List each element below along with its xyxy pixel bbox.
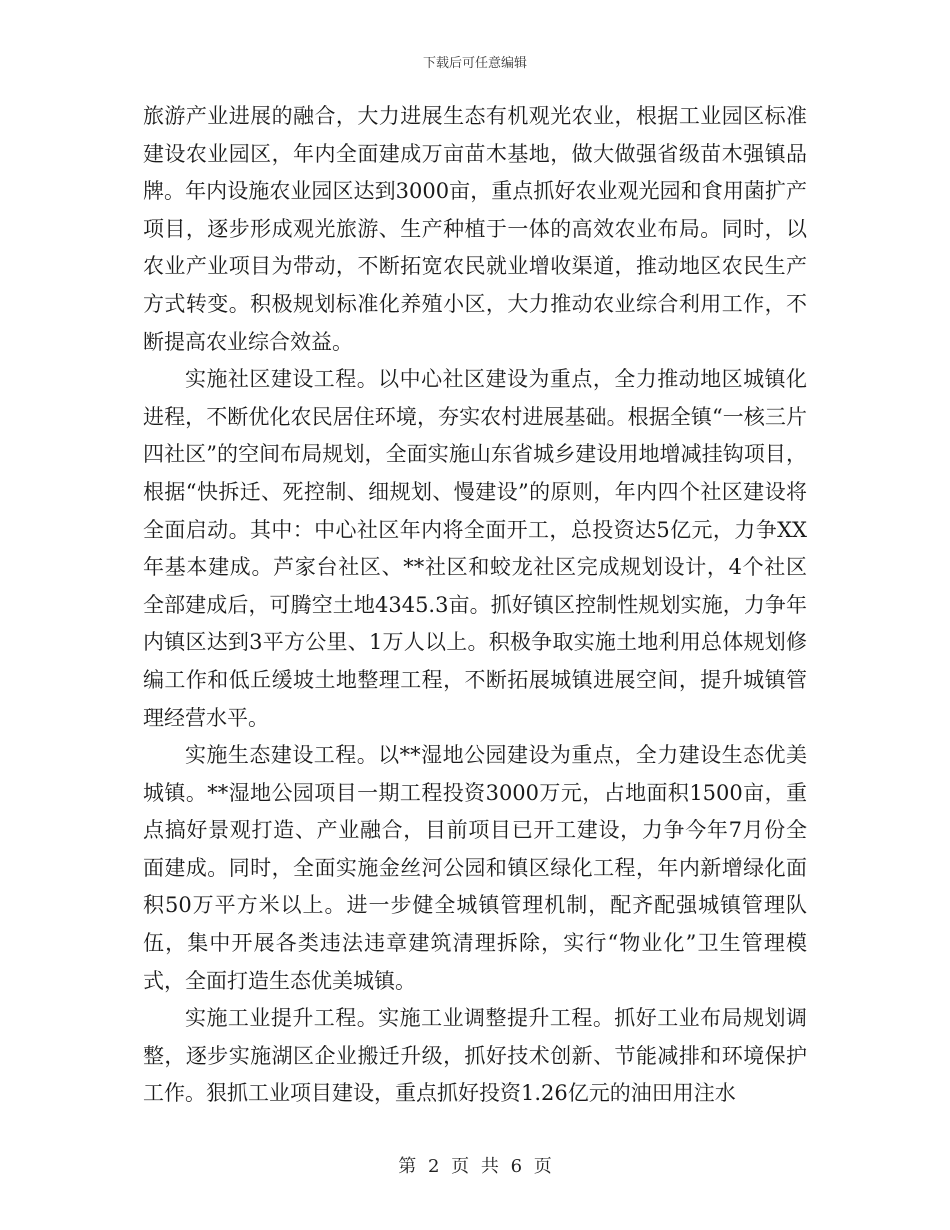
page-number-footer: 第 2 页 共 6 页 xyxy=(398,1156,552,1177)
paragraph-industry-upgrade: 实施工业提升工程。实施工业调整提升工程。抓好工业布局规划调整，逐步实施湖区企业搬迁升级，抓好技术创新、节能减排和环境保护工作。狠抓工业项目建设，重点抓好投资1.26亿元的油田用注水 xyxy=(143,1006,807,1106)
paragraph-agriculture: 旅游产业进展的融合，大力进展生态有机观光农业，根据工业园区标准建设农业园区，年内全面建成万亩苗木基地，做大做强省级苗木强镇品牌。年内设施农业园区达到3000亩，重点抓好农业观光园和食用菌扩产项目，逐步形成观光旅游、生产种植于一体的高效农业布局。同时，以农业产业项目为带动，不断拓宽农民就业增收渠道，推动地区农民生产方式转变。积极规划标准化养殖小区，大力推动农业综合利用工作，不断提高农业综合效益。 xyxy=(143,104,807,354)
document-body xyxy=(143,98,807,1113)
paragraph-community-construction: 实施社区建设工程。以中心社区建设为重点，全力推动地区城镇化进程，不断优化农民居住环境，夯实农村进展基础。根据全镇“一核三片四社区”的空间布局规划，全面实施山东省城乡建设用地增减挂钩项目，根据“快拆迁、死控制、细规划、慢建设”的原则，年内四个社区建设将全面启动。其中：中心社区年内将全面开工，总投资达5亿元，力争XX年基本建成。芦家台社区、**社区和蛟龙社区完成规划设计，4个社区全部建成后，可腾空土地4345.3亩。抓好镇区控制性规划实施，力争年内镇区达到3平方公里、1万人以上。积极争取实施土地利用总体规划修编工作和低丘缓坡土地整理工程，不断拓展城镇进展空间，提升城镇管理经营水平。 xyxy=(143,367,807,730)
paragraph-ecology-construction: 实施生态建设工程。以**湿地公园建设为重点，全力建设生态优美城镇。**湿地公园项目一期工程投资3000万元，占地面积1500亩，重点搞好景观打造、产业融合，目前项目已开工建设，力争今年7月份全面建成。同时，全面实施金丝河公园和镇区绿化工程，年内新增绿化面积50万平方米以上。进一步健全城镇管理机制，配齐配强城镇管理队伍，集中开展各类违法违章建筑清理拆除，实行“物业化”卫生管理模式，全面打造生态优美城镇。 xyxy=(143,743,807,993)
page-header: 下载后可任意编辑 xyxy=(422,56,527,71)
